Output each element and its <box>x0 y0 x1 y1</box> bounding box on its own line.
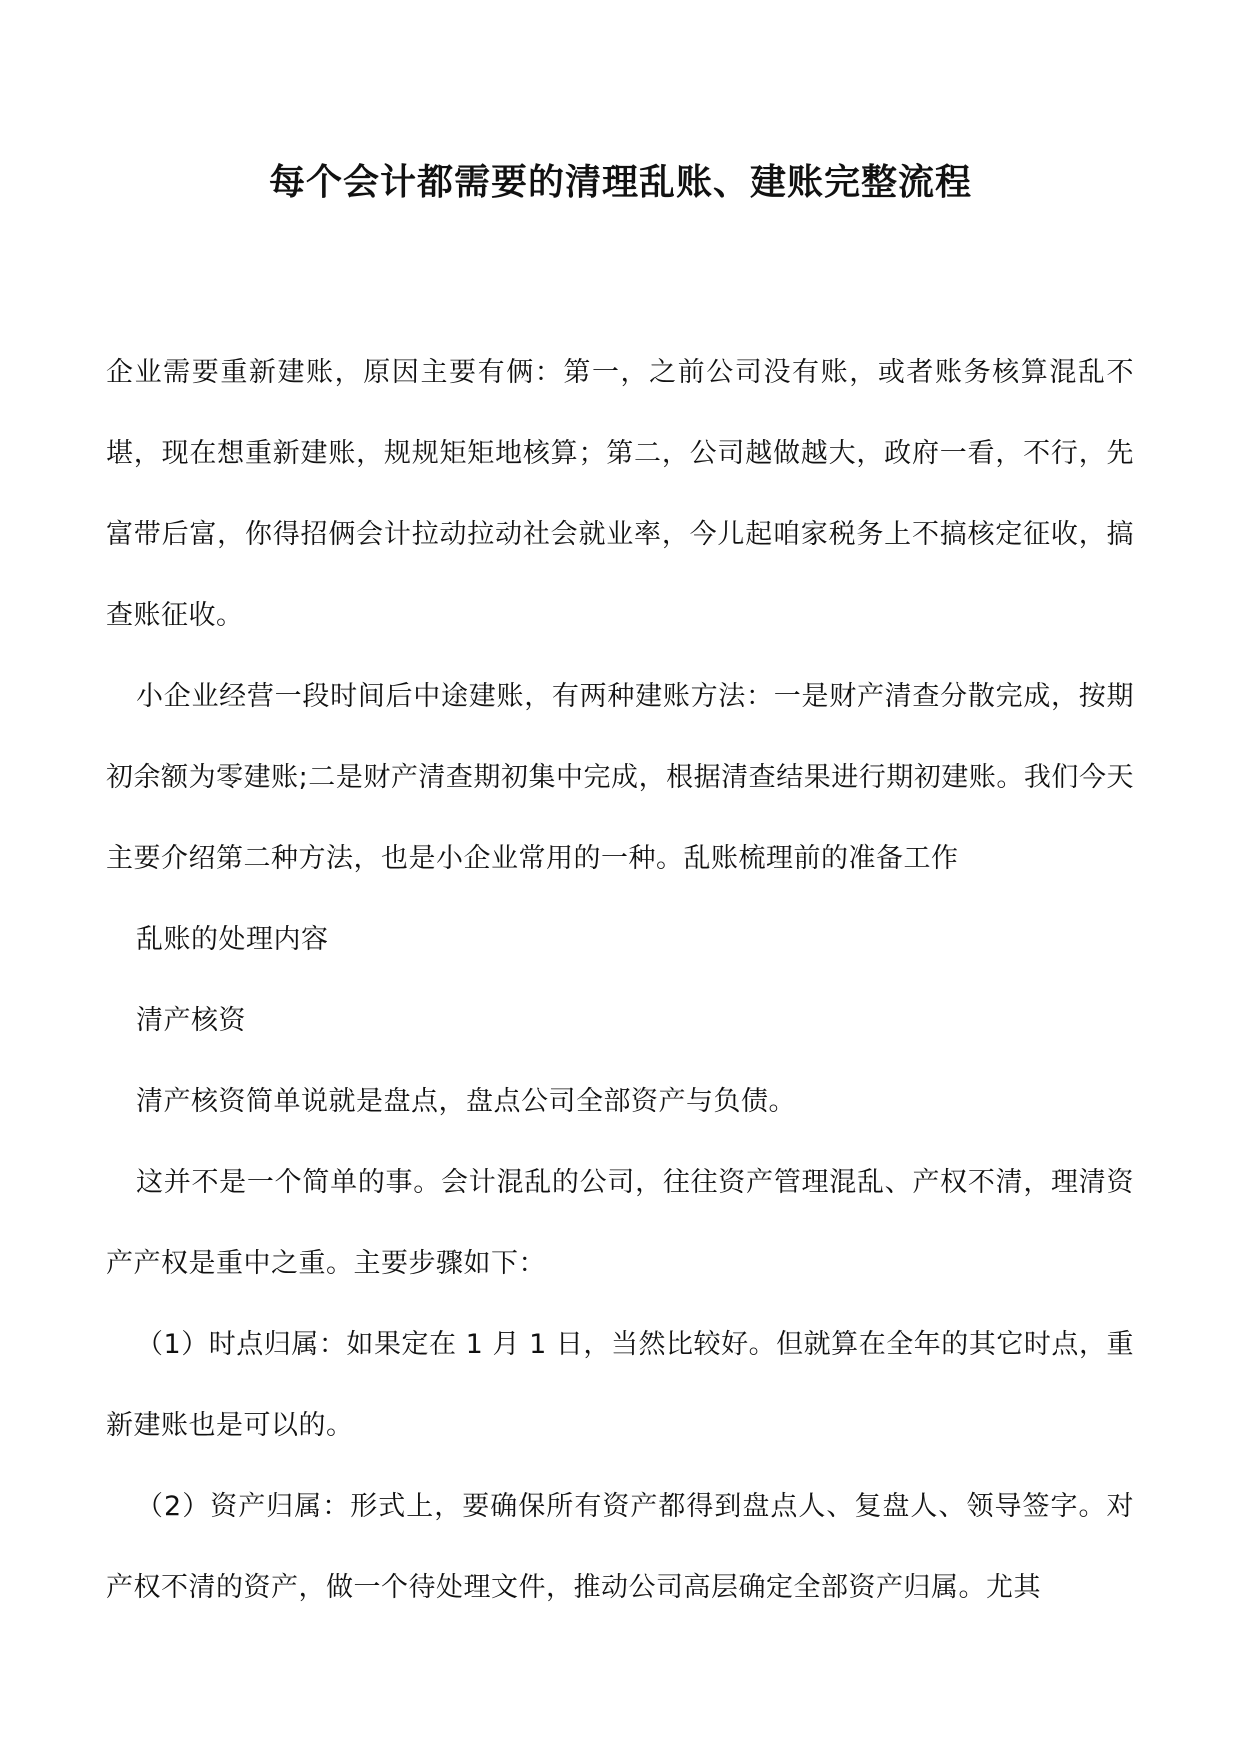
document-title: 每个会计都需要的清理乱账、建账完整流程 <box>268 161 972 203</box>
paragraph-asset-verification-definition: 清产核资简单说就是盘点，盘点公司全部资产与负债。 <box>136 1086 796 1117</box>
paragraph-rebuild-methods: 小企业经营一段时间后中途建账，有两种建账方法：一是财产清查分散完成，按期初余额为零建账;二是财产清查期初集中完成，根据清查结果进行期初建账。我们今天主要介绍第二种方法，也是小企业常用的一种。乱账梳理前的准备工作 <box>106 681 1134 874</box>
paragraph-rebuild-reasons: 企业需要重新建账，原因主要有俩：第一，之前公司没有账，或者账务核算混乱不堪，现在想重新建账，规规矩矩地核算；第二，公司越做越大，政府一看，不行，先富带后富，你得招俩会计拉动拉动社会就业率，今儿起咱家税务上不搞核定征收，搞查账征收。 <box>106 357 1134 631</box>
paragraph-asset-ownership-importance: 这并不是一个简单的事。会计混乱的公司，往往资产管理混乱、产权不清，理清资产产权是重中之重。主要步骤如下： <box>106 1167 1134 1279</box>
document-body <box>106 332 1134 1628</box>
paragraph-asset-verification-heading: 清产核资 <box>136 1005 246 1036</box>
paragraph-step-2-assets: （2）资产归属：形式上，要确保所有资产都得到盘点人、复盘人、领导签字。对产权不清的资产，做一个待处理文件，推动公司高层确定全部资产归属。尤其 <box>106 1491 1134 1603</box>
paragraph-step-1-time: （1）时点归属：如果定在 1 月 1 日，当然比较好。但就算在全年的其它时点，重新建账也是可以的。 <box>106 1329 1134 1441</box>
paragraph-messy-accounts-heading: 乱账的处理内容 <box>136 924 329 955</box>
